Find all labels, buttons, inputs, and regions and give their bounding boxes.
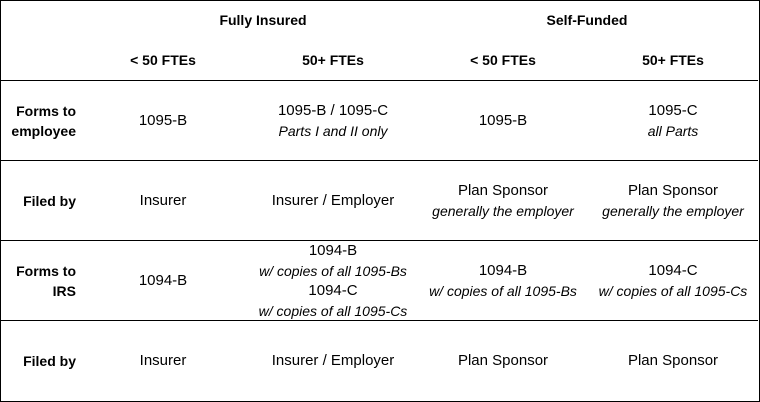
cell-main-text: Plan Sponsor	[457, 351, 549, 369]
group-header-label: Fully Insured	[219, 12, 307, 28]
row-label-filed-by	[0, 321, 76, 400]
row-label-line: Forms to	[16, 102, 76, 119]
cell-sub-text: w/ copies of all 1095-Bs	[259, 262, 407, 279]
table-cell	[248, 321, 418, 400]
row-label-line: Filed by	[23, 192, 76, 209]
table-cell	[98, 81, 228, 160]
group-header-self-funded	[422, 8, 752, 32]
row-label-forms-to-irs	[0, 241, 76, 320]
table-cell	[418, 321, 588, 400]
cell-main-text: Plan Sponsor	[627, 181, 719, 199]
cell-main-text: 1094-B	[478, 261, 528, 279]
cell-main-text: 1094-C	[308, 281, 358, 299]
cell-main-text: Insurer	[139, 351, 187, 369]
row-label-line: IRS	[52, 282, 76, 299]
column-header-label: 50+ FTEs	[642, 52, 704, 68]
cell-main-text: Plan Sponsor	[457, 181, 549, 199]
cell-main-text: 1095-B	[478, 111, 528, 129]
column-header	[248, 48, 418, 72]
table-cell	[588, 321, 758, 400]
table-cell	[588, 161, 758, 240]
cell-main-text: Plan Sponsor	[627, 351, 719, 369]
table-cell	[248, 241, 418, 320]
cell-sub-text: generally the employer	[432, 202, 574, 219]
table-cell	[588, 81, 758, 160]
group-header-fully-insured	[98, 8, 428, 32]
table-cell	[248, 161, 418, 240]
cell-main-text: 1094-B	[308, 241, 358, 259]
cell-main-text: 1094-C	[648, 261, 698, 279]
row-label-line: employee	[11, 122, 76, 139]
column-header-label: < 50 FTEs	[130, 52, 196, 68]
cell-main-text: 1095-B / 1095-C	[277, 101, 389, 119]
column-header	[418, 48, 588, 72]
column-header-label: 50+ FTEs	[302, 52, 364, 68]
cell-main-text: Insurer / Employer	[271, 351, 395, 369]
row-label-line: Filed by	[23, 352, 76, 369]
table-cell	[98, 241, 228, 320]
cell-sub-text: w/ copies of all 1095-Cs	[598, 282, 748, 299]
cell-main-text: 1094-B	[138, 271, 188, 289]
cell-main-text: 1095-C	[648, 101, 698, 119]
table-cell	[98, 161, 228, 240]
table-cell	[98, 321, 228, 400]
row-label-filed-by	[0, 161, 76, 240]
cell-main-text: Insurer / Employer	[271, 191, 395, 209]
cell-main-text: Insurer	[139, 191, 187, 209]
cell-sub-text: generally the employer	[602, 202, 744, 219]
cell-sub-text: w/ copies of all 1095-Bs	[429, 282, 577, 299]
cell-sub-text: all Parts	[647, 122, 699, 139]
table-cell	[588, 241, 758, 320]
column-header	[98, 48, 228, 72]
row-label-line: Forms to	[16, 262, 76, 279]
column-header-label: < 50 FTEs	[470, 52, 536, 68]
row-label-forms-to-employee	[0, 81, 76, 160]
cell-main-text: 1095-B	[138, 111, 188, 129]
table-cell	[418, 81, 588, 160]
group-header-label: Self-Funded	[546, 12, 628, 28]
table-cell	[418, 161, 588, 240]
cell-sub-text: w/ copies of all 1095-Cs	[258, 302, 408, 319]
table-cell	[248, 81, 418, 160]
table-cell	[418, 241, 588, 320]
column-header	[588, 48, 758, 72]
cell-sub-text: Parts I and II only	[278, 122, 388, 139]
